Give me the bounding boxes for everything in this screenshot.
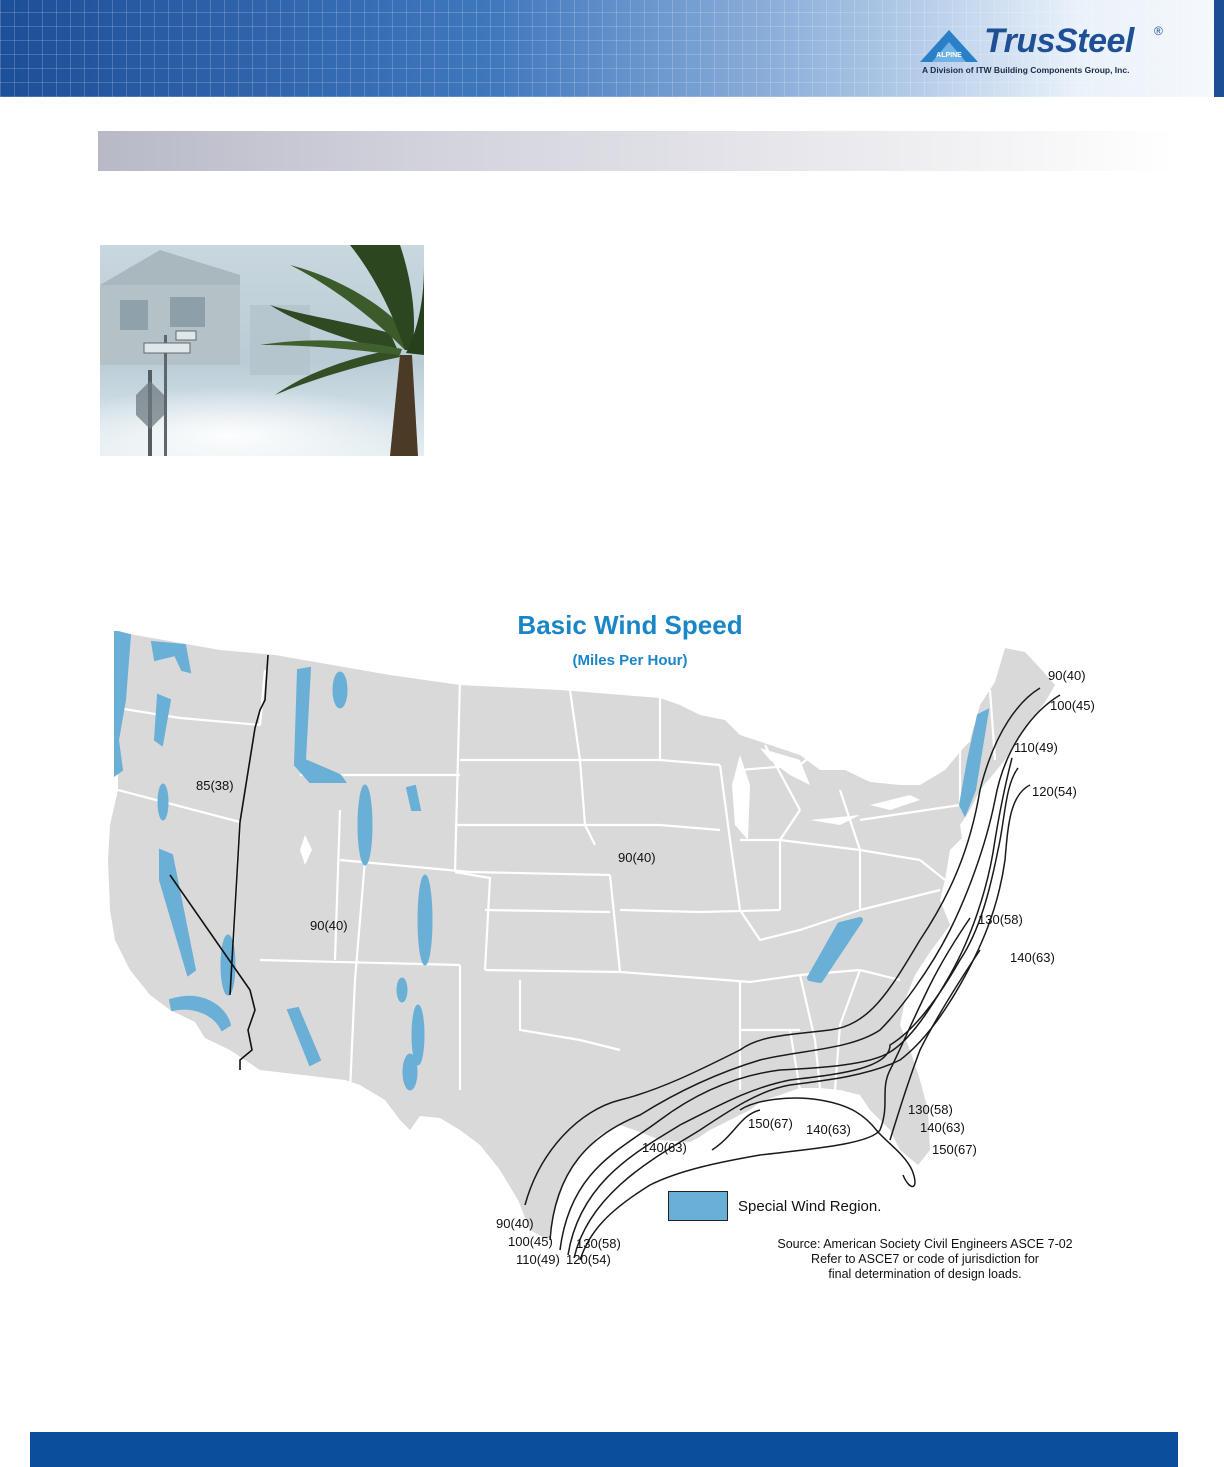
- contour-label: 90(40): [618, 850, 656, 865]
- contour-label: 100(45): [1050, 698, 1095, 713]
- source-line: final determination of design loads.: [828, 1267, 1022, 1281]
- legend-label: Special Wind Region.: [738, 1198, 882, 1215]
- contour-label: 90(40): [310, 918, 348, 933]
- hurricane-photo-illustration: [100, 245, 424, 456]
- trussteel-logo: [918, 22, 1180, 82]
- contour-label: 130(58): [576, 1236, 621, 1251]
- hurricane-photo: [100, 245, 424, 456]
- contour-label: 140(63): [642, 1140, 687, 1155]
- source-line: Source: American Society Civil Engineers ASCE 7-02: [777, 1237, 1073, 1251]
- wind-speed-map: [100, 610, 1130, 1290]
- contour-label: 110(49): [516, 1252, 560, 1267]
- page-header: [0, 0, 1224, 97]
- contour-label: 150(67): [748, 1116, 793, 1131]
- contour-label: 85(38): [196, 778, 234, 793]
- registered-mark: ®: [1154, 24, 1163, 38]
- section-title-bar: [98, 131, 1176, 171]
- contour-label: 140(63): [806, 1122, 851, 1137]
- contour-label: 100(45): [508, 1234, 553, 1249]
- source-line: Refer to ASCE7 or code of jurisdiction for: [811, 1252, 1039, 1266]
- header-edge-bar: [1214, 0, 1224, 97]
- division-text: A Division of ITW Building Components Group, Inc.: [922, 65, 1130, 75]
- contour-label: 150(67): [932, 1142, 977, 1157]
- contour-label: 130(58): [908, 1102, 953, 1117]
- contour-label: 120(54): [1032, 784, 1077, 799]
- map-title: Basic Wind Speed: [517, 610, 743, 640]
- us-map-svg: [100, 610, 1130, 1290]
- contour-label: 110(49): [1014, 740, 1058, 755]
- brand-name: TrusSteel: [984, 22, 1134, 60]
- contour-label: 90(40): [496, 1216, 534, 1231]
- contour-label: 140(63): [1010, 950, 1055, 965]
- contour-label: 90(40): [1048, 668, 1086, 683]
- legend-swatch: [668, 1191, 728, 1221]
- contour-label: 120(54): [566, 1252, 611, 1267]
- contour-label: 140(63): [920, 1120, 965, 1135]
- page-footer-bar: [30, 1432, 1178, 1467]
- alpine-triangle-icon: [918, 28, 980, 64]
- contour-label: 130(58): [978, 912, 1023, 927]
- alpine-mark-text: ALPINE: [936, 52, 962, 59]
- map-subtitle: (Miles Per Hour): [572, 652, 688, 669]
- source-note: [755, 1237, 1095, 1282]
